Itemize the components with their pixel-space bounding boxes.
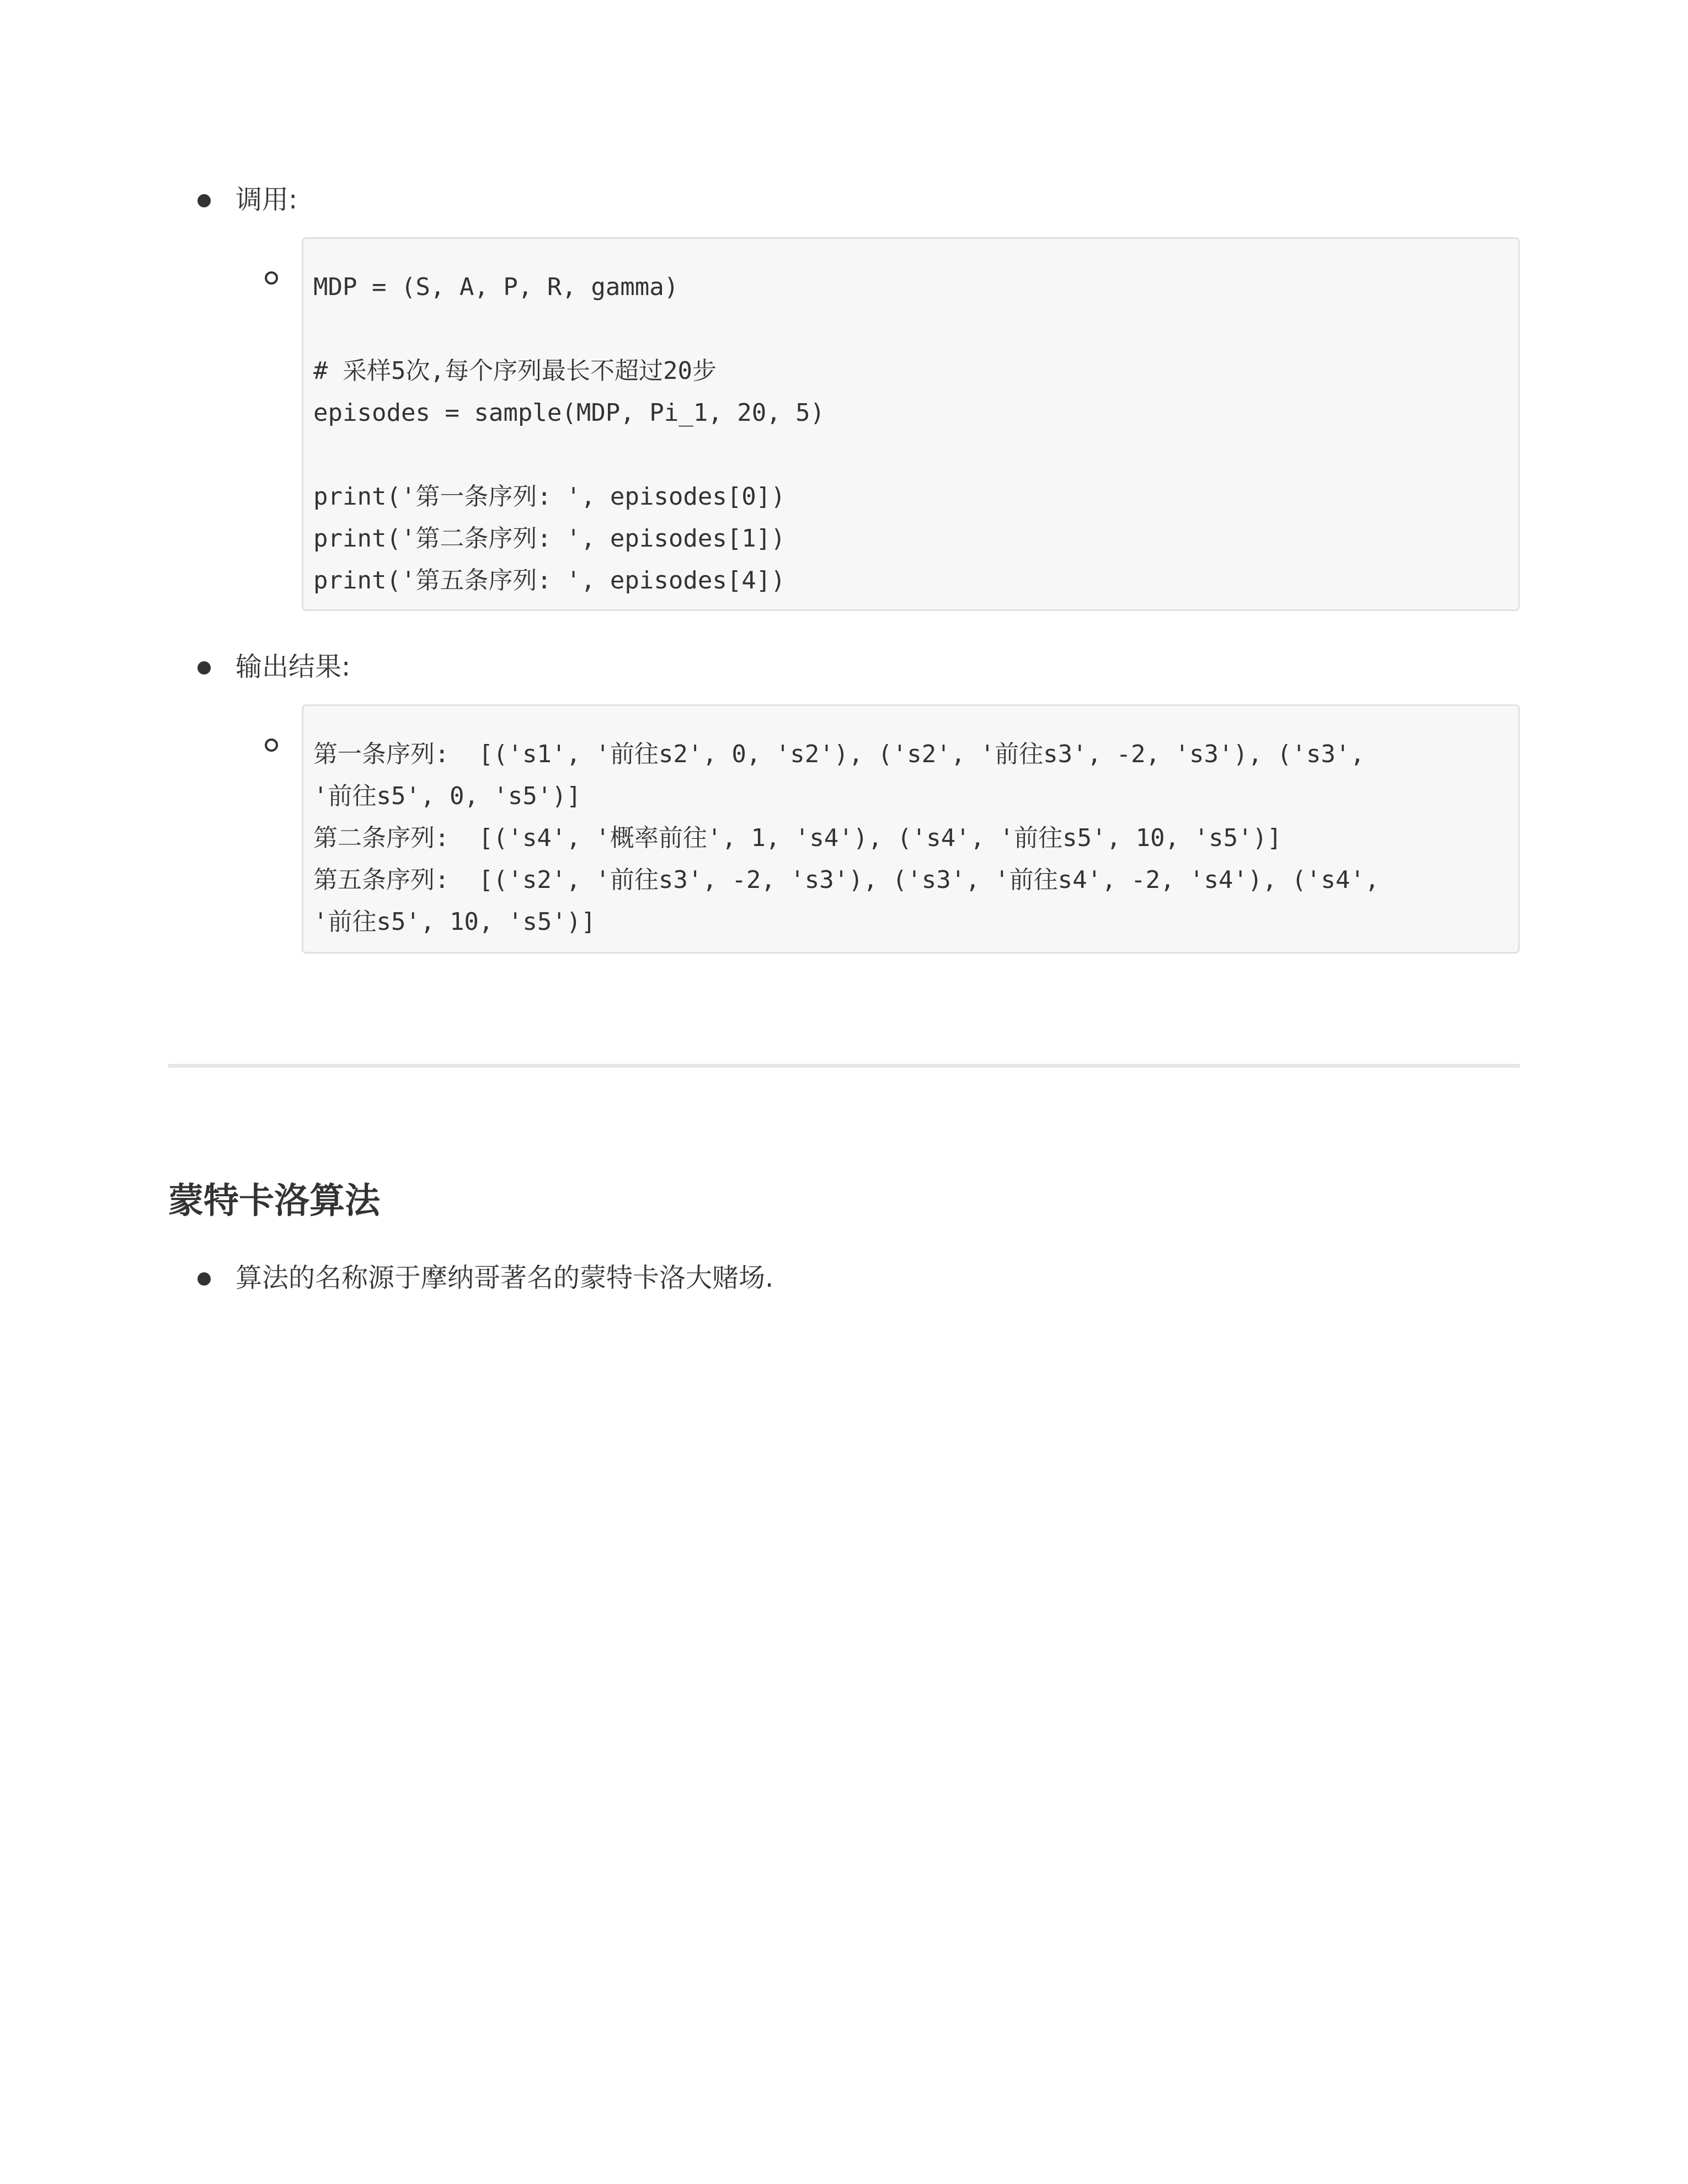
bullet-dot <box>197 661 211 675</box>
code-line: 第五条序列: [('s2', '前往s3', -2, 's3'), ('s3', '前往s4', -2, 's4'), ('s4', <box>313 866 1380 894</box>
code-line: print('第二条序列: ', episodes[1]) <box>313 524 786 553</box>
code-line: '前往s5', 0, 's5')] <box>313 782 581 810</box>
bullet-dot <box>197 194 211 207</box>
monte-carlo-description: 算法的名称源于摩纳哥著名的蒙特卡洛大赌场. <box>236 1262 774 1293</box>
code-block-call <box>302 237 1520 611</box>
code-line: 第二条序列: [('s4', '概率前往', 1, 's4'), ('s4', '前往s5', 10, 's5')] <box>313 824 1282 852</box>
horizontal-rule <box>168 1064 1520 1068</box>
document-page <box>168 0 1520 2184</box>
code-line: episodes = sample(MDP, Pi_1, 20, 5) <box>313 399 825 427</box>
code-line: # 采样5次,每个序列最长不超过20步 <box>313 357 717 385</box>
call-label: 调用: <box>236 184 298 215</box>
code-line: print('第五条序列: ', episodes[4]) <box>313 566 786 595</box>
code-line: 第一条序列: [('s1', '前往s2', 0, 's2'), ('s2', '前往s3', -2, 's3'), ('s3', <box>313 740 1365 768</box>
bullet-dot <box>197 1272 211 1286</box>
hollow-bullet <box>265 738 278 752</box>
code-line: '前往s5', 10, 's5')] <box>313 908 596 936</box>
code-block-output <box>302 704 1520 954</box>
hollow-bullet <box>265 271 278 285</box>
output-label: 输出结果: <box>236 651 351 682</box>
code-line <box>313 308 1518 350</box>
code-line <box>313 434 1518 476</box>
section-heading: 蒙特卡洛算法 <box>168 1181 380 1222</box>
code-line: print('第一条序列: ', episodes[0]) <box>313 483 786 511</box>
code-line: MDP = (S, A, P, R, gamma) <box>313 273 679 301</box>
